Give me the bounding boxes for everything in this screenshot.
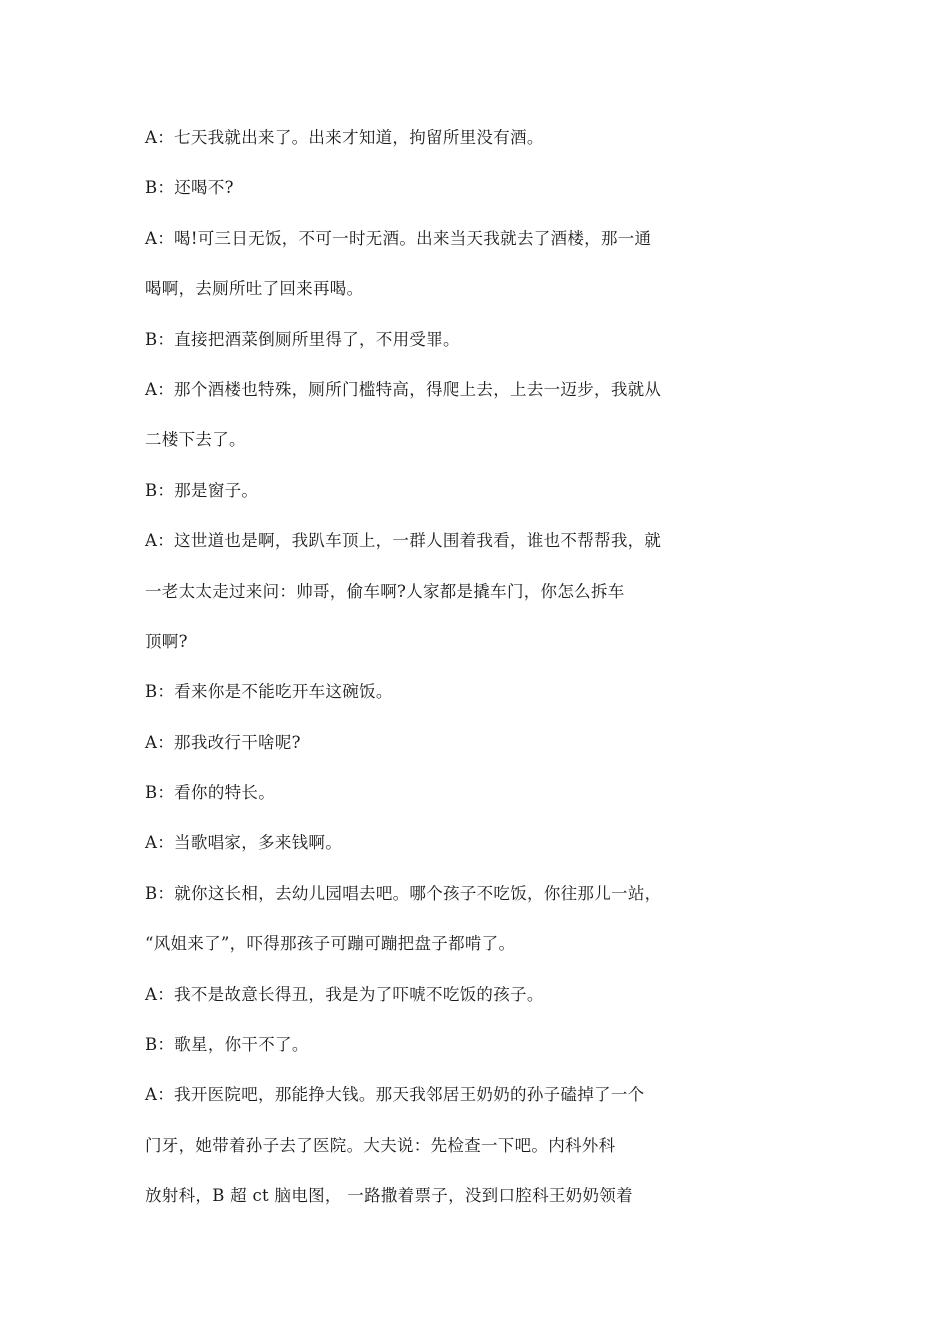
text-line: 放射科，B 超 ct 脑电图， 一路撒着票子，没到口腔科王奶奶领着 (145, 1186, 633, 1206)
text-line: B：就你这长相，去幼儿园唱去吧。哪个孩子不吃饭，你往那儿一站， (145, 883, 662, 903)
text-line: B：直接把酒菜倒厕所里得了，不用受罪。 (145, 329, 460, 349)
text-line: A：那个酒楼也特殊，厕所门槛特高，得爬上去，上去一迈步，我就从 (145, 379, 662, 399)
text-line: A：七天我就出来了。出来才知道，拘留所里没有酒。 (145, 128, 544, 147)
text-line: B：歌星，你干不了。 (145, 1035, 309, 1055)
text-line: 二楼下去了。 (145, 430, 246, 450)
dialogue-text (145, 124, 705, 1233)
text-line: 喝啊，去厕所吐了回来再喝。 (145, 279, 364, 299)
text-line: A：这世道也是啊，我趴车顶上，一群人围着我看，谁也不帮帮我，就 (145, 531, 662, 551)
text-line: A：当歌唱家，多来钱啊。 (145, 833, 343, 853)
text-line: A：那我改行干啥呢? (145, 732, 301, 752)
text-line: B：那是窗子。 (145, 480, 259, 500)
text-line: A：我开医院吧，那能挣大钱。那天我邻居王奶奶的孙子磕掉了一个 (145, 1085, 645, 1105)
text-line: 顶啊? (145, 631, 188, 651)
text-line: B：看来你是不能吃开车这碗饭。 (145, 682, 393, 702)
text-line: B：还喝不? (145, 178, 234, 198)
text-line: 一老太太走过来问：帅哥，偷车啊?人家都是撬车门，你怎么拆车 (145, 581, 625, 601)
text-line: “风姐来了”，吓得那孩子可蹦可蹦把盘子都啃了。 (145, 934, 516, 954)
text-line: 门牙，她带着孙子去了医院。大夫说：先检查一下吧。内科外科 (145, 1135, 616, 1155)
text-line: B：看你的特长。 (145, 783, 276, 803)
text-line: A：我不是故意长得丑，我是为了吓唬不吃饭的孩子。 (145, 984, 544, 1004)
text-line: A：喝!可三日无饭，不可一时无酒。出来当天我就去了酒楼，那一通 (145, 228, 652, 248)
